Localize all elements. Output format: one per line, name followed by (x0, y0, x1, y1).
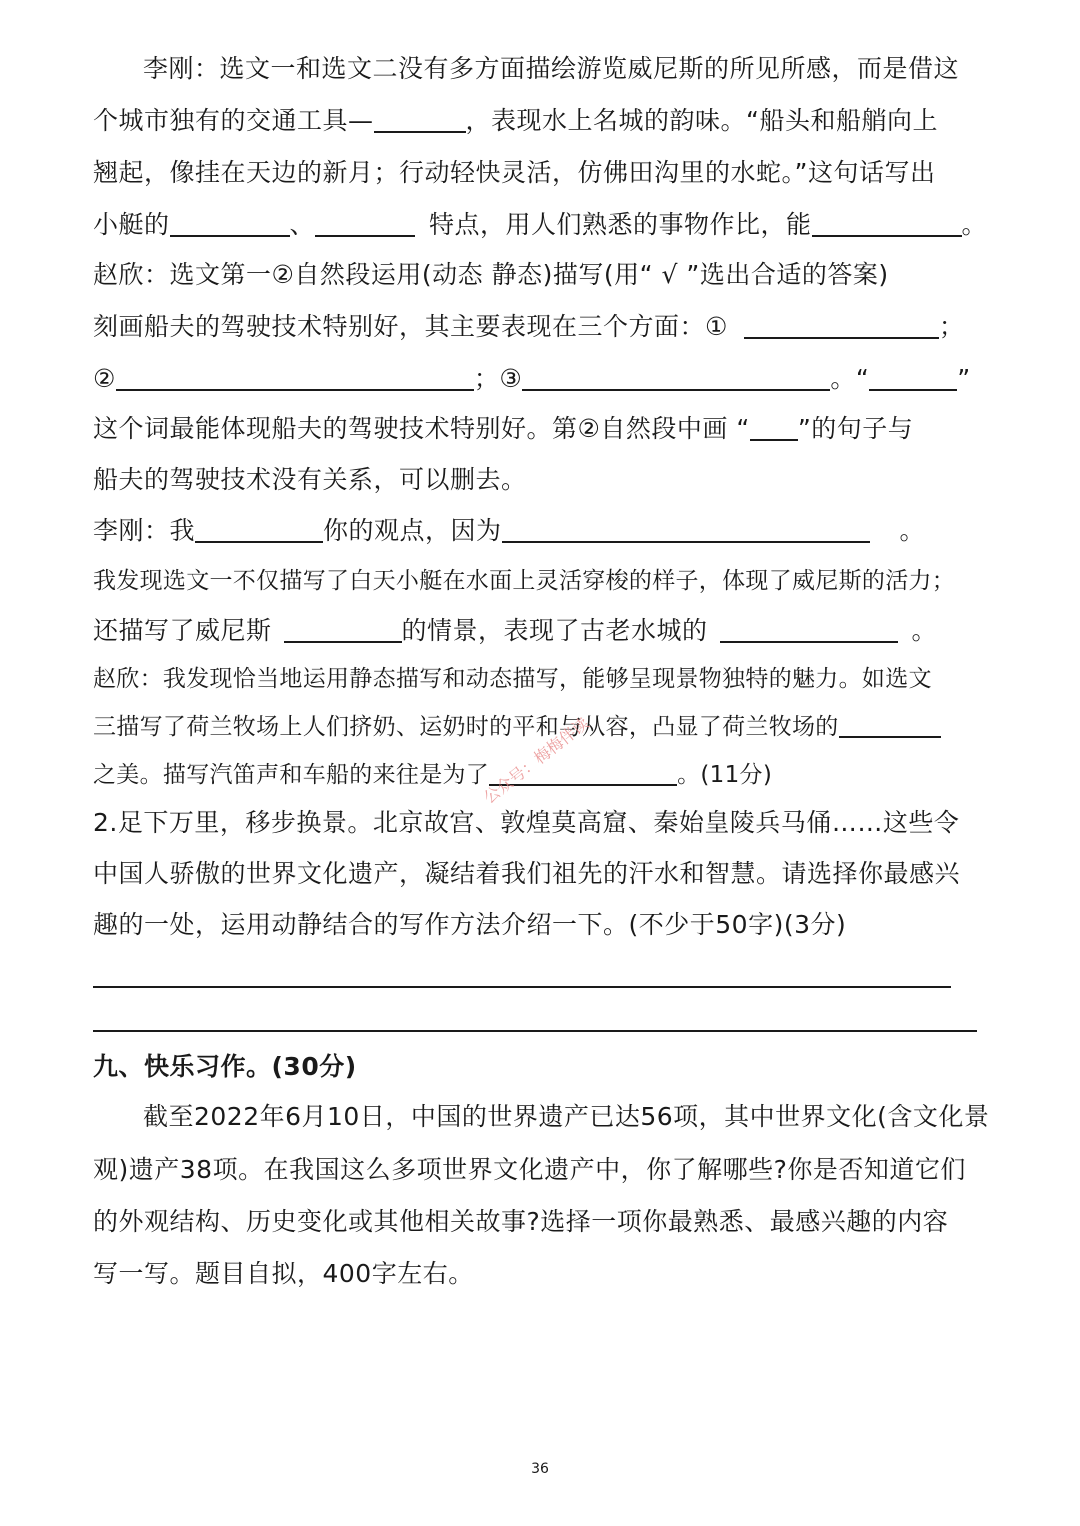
line-7-part-b: ；③ (473, 364, 523, 393)
text-line-10 (93, 514, 925, 548)
text-line-18: 趣的一处，运用动静结合的写作方法介绍一下。(不少于50字)(3分) (93, 910, 847, 939)
prompt-line-3: 的外观结构、历史变化或其他相关故事?选择一项你最熟悉、最感兴趣的内容 (93, 1207, 949, 1236)
line-7-part-c: 。“ (830, 364, 870, 393)
text-line-5: 赵欣：选文第一②自然段运用(动态 静态)描写(用“ √ ”选出合适的答案) (93, 260, 889, 289)
line-6-part-a: 刻画船夫的驾驶技术特别好，其主要表现在三个方面：① (93, 312, 728, 341)
text-line-17: 中国人骄傲的世界文化遗产，凝结着我们祖先的汗水和智慧。请选择你最感兴 (93, 859, 961, 888)
text-line-12 (93, 614, 937, 648)
answer-blank (812, 211, 962, 237)
line-7-part-a: ② (93, 364, 116, 393)
line-6-part-b: ； (938, 312, 965, 341)
text-line-11: 我发现选文一不仅描写了白天小艇在水面上灵活穿梭的样子，体现了威尼斯的活力； (93, 568, 956, 594)
line-15-part-a: 之美。描写汽笛声和车船的来往是为了 (93, 762, 490, 788)
answer-line (93, 1030, 977, 1032)
line-12-part-c: 。 (911, 616, 938, 645)
answer-blank (195, 517, 323, 543)
text-line-4 (93, 208, 987, 242)
line-2-part-a: 个城市独有的交通工具— (93, 106, 374, 135)
line-12-part-a: 还描写了威尼斯 (93, 616, 272, 645)
answer-blank (116, 365, 474, 391)
line-14-part-a: 三描写了荷兰牧场上人们挤奶、运奶时的平和与从容，凸显了荷兰牧场的 (93, 714, 839, 740)
prompt-line-4: 写一写。题目自拟，400字左右。 (93, 1259, 474, 1288)
line-10-part-b: 你的观点，因为 (323, 516, 502, 545)
prompt-line-1: 截至2022年6月10日，中国的世界遗产已达56项，其中世界文化(含文化景 (143, 1102, 990, 1131)
line-8-part-a: 这个词最能体现船夫的驾驶技术特别好。第②自然段中画 “ (93, 414, 750, 443)
text-line-3: 翘起，像挂在天边的新月；行动轻快灵活，仿佛田沟里的水蛇。”这句话写出 (93, 158, 936, 187)
answer-blank (744, 313, 939, 339)
line-10-part-c: 。 (899, 516, 926, 545)
text-line-8 (93, 412, 913, 446)
text-line-2 (93, 104, 938, 138)
page-number: 36 (531, 1461, 549, 1477)
prompt-line-2: 观)遗产38项。在我国这么多项世界文化遗产中，你了解哪些?你是否知道它们 (93, 1155, 966, 1184)
answer-line (93, 986, 951, 988)
section-heading: 九、快乐习作。(30分) (93, 1052, 357, 1081)
line-4-part-a: 小艇的 (93, 210, 170, 239)
text-line-16: 2.足下万里，移步换景。北京故宫、敦煌莫高窟、秦始皇陵兵马俑……这些令 (93, 808, 960, 837)
text-line-9: 船夫的驾驶技术没有关系，可以删去。 (93, 465, 527, 494)
watermark: 公众号：梅梅伴读 (479, 713, 593, 808)
line-15-part-b: 。(11分) (677, 762, 773, 788)
answer-blank (284, 617, 402, 643)
answer-blank (315, 211, 415, 237)
answer-blank (374, 107, 466, 133)
answer-blank (502, 517, 870, 543)
answer-blank (750, 415, 798, 441)
text-line-13: 赵欣：我发现恰当地运用静态描写和动态描写，能够呈现景物独特的魅力。如选文 (93, 666, 932, 692)
answer-blank (720, 617, 898, 643)
line-8-part-b: ”的句子与 (797, 414, 914, 443)
answer-blank (869, 365, 957, 391)
line-7-part-d: ” (957, 364, 971, 393)
line-4-part-c: 特点，用人们熟悉的事物作比，能 (429, 210, 812, 239)
line-4-part-d: 。 (961, 210, 988, 239)
line-10-part-a: 李刚：我 (93, 516, 196, 545)
text-line-15 (93, 758, 772, 792)
line-4-part-b: 、 (289, 210, 316, 239)
answer-blank (522, 365, 830, 391)
text-line-1: 李刚：选文一和选文二没有多方面描绘游览威尼斯的所见所感，而是借这 (143, 54, 960, 83)
answer-blank (170, 211, 290, 237)
line-12-part-b: 的情景，表现了古老水城的 (401, 616, 708, 645)
line-2-part-b: ，表现水上名城的韵味。“船头和船艄向上 (465, 106, 938, 135)
text-line-14 (93, 710, 941, 744)
text-line-7 (93, 362, 971, 396)
text-line-6 (93, 310, 964, 344)
answer-blank (839, 712, 941, 738)
